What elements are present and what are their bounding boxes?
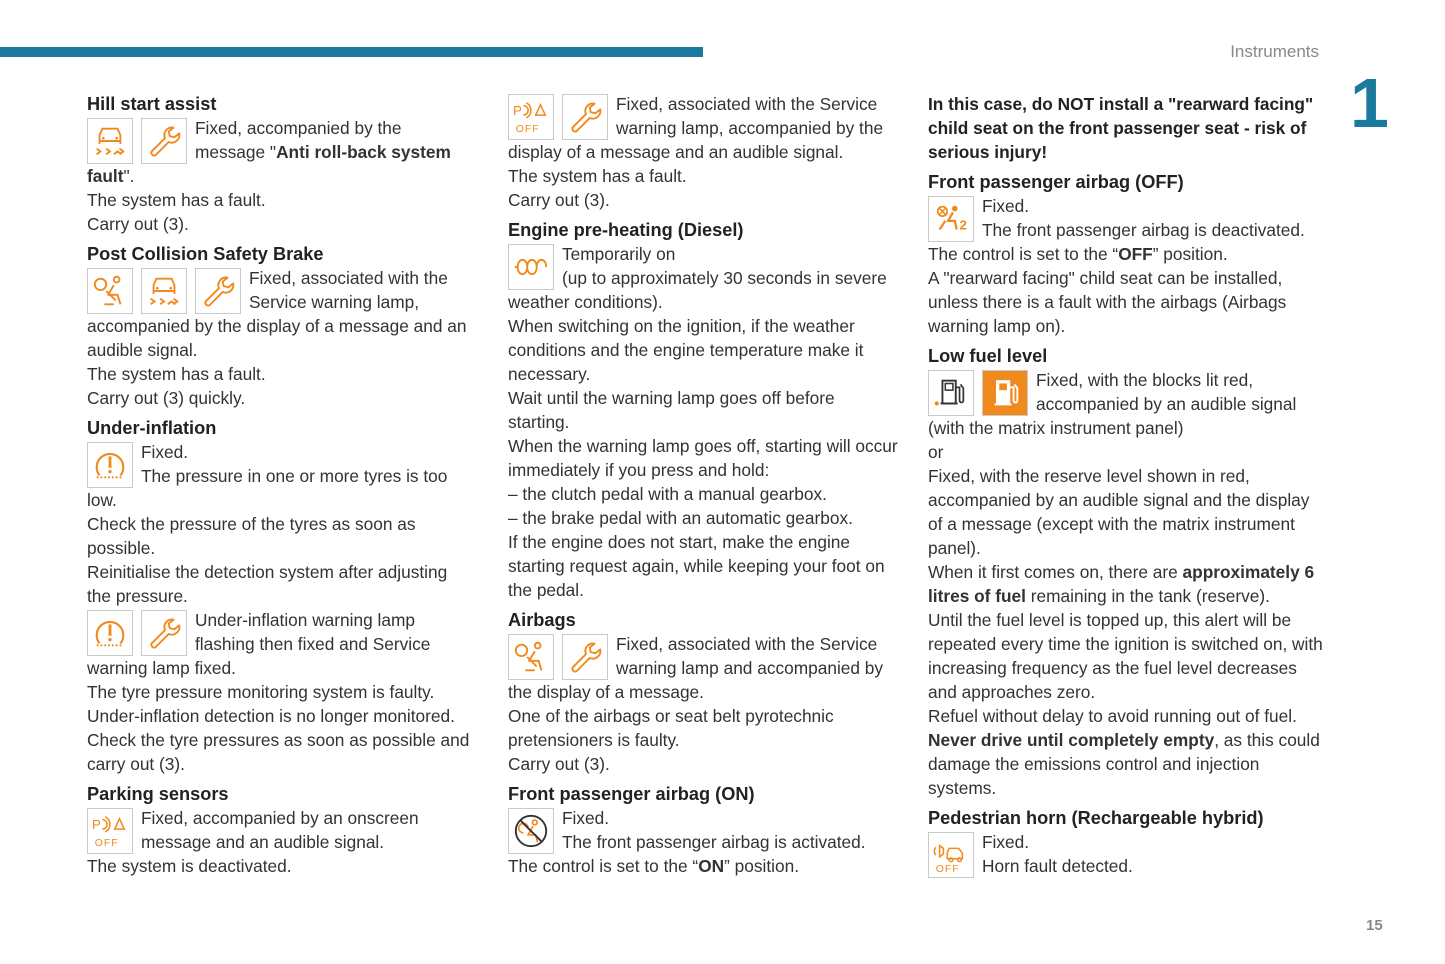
- column-middle: [508, 92, 900, 884]
- paragraph: (up to approximately 30 seconds in severe weather conditions).: [508, 268, 887, 312]
- paragraph: Refuel without delay to avoid running out of fuel.: [928, 706, 1297, 726]
- section-pedestrian-horn: [928, 806, 1323, 878]
- paragraph: Fixed, associated with the Service warning lamp, accompanied by the display of a message and an audible signal.: [87, 268, 467, 360]
- service-wrench-icon: [562, 94, 608, 140]
- airbag-occupant-icon: [508, 634, 554, 680]
- service-wrench-icon: [562, 634, 608, 680]
- skidding-car-icon: [141, 268, 187, 314]
- paragraph: or: [928, 442, 944, 462]
- section-parking-sensors-fault: [508, 92, 900, 212]
- section-title: Under-inflation: [87, 418, 217, 438]
- paragraph: The system has a fault.: [508, 166, 687, 186]
- paragraph: The system has a fault.: [87, 190, 266, 210]
- column-left: [87, 92, 472, 884]
- parking-sensors-off-icon: [87, 808, 133, 854]
- running-head: Instruments: [1230, 42, 1319, 61]
- paragraph: Fixed, associated with the Service warning lamp and accompanied by the display of a message.: [508, 634, 884, 702]
- tyre-pressure-icon: [87, 442, 133, 488]
- paragraph: When the warning lamp goes off, starting will occur immediately if you press and hold:: [508, 436, 898, 480]
- section-under-inflation: [87, 416, 472, 776]
- section-airbags: [508, 608, 900, 776]
- parking-sensors-off-icon: [508, 94, 554, 140]
- paragraph: When it first comes on, there are approximately 6 litres of fuel remaining in the tank (reserve).: [928, 562, 1315, 606]
- paragraph: Fixed.: [141, 442, 189, 462]
- header-accent-bar: [0, 47, 703, 57]
- chapter-number: 1: [1350, 64, 1389, 142]
- paragraph: The control is set to the “OFF” position.: [928, 244, 1228, 264]
- section-title: Engine pre-heating (Diesel): [508, 220, 744, 240]
- paragraph: Check the tyre pressures as soon as possible and carry out (3).: [87, 730, 470, 774]
- paragraph: The pressure in one or more tyres is too low.: [87, 466, 448, 510]
- list-item: – the brake pedal with an automatic gearbox.: [508, 508, 853, 528]
- service-wrench-icon: [141, 118, 187, 164]
- section-title: Front passenger airbag (OFF): [928, 172, 1184, 192]
- paragraph: Carry out (3) quickly.: [87, 388, 246, 408]
- service-wrench-icon: [141, 610, 187, 656]
- paragraph: Check the pressure of the tyres as soon as possible.: [87, 514, 416, 558]
- section-hill-start-assist: [87, 92, 472, 236]
- paragraph: Until the fuel level is topped up, this alert will be repeated every time the ignition is switched on, with increasing frequency as the fuel level decreases and approaches zero.: [928, 610, 1323, 702]
- paragraph: Reinitialise the detection system after adjusting the pressure.: [87, 562, 448, 606]
- paragraph: One of the airbags or seat belt pyrotechnic pretensioners is faulty.: [508, 706, 834, 750]
- section-title: Airbags: [508, 610, 576, 630]
- paragraph: A "rearward facing" child seat can be installed, unless there is a fault with the airbags (Airbags warning lamp on).: [928, 268, 1287, 336]
- paragraph: The system has a fault.: [87, 364, 266, 384]
- section-title: Parking sensors: [87, 784, 229, 804]
- section-front-passenger-airbag-on: [508, 782, 900, 878]
- paragraph: Never drive until completely empty, as this could damage the emissions control and injection systems.: [928, 730, 1320, 798]
- safety-warning: In this case, do NOT install a "rearward facing" child seat on the front passenger seat - risk of serious injury!: [928, 94, 1314, 162]
- paragraph: Fixed, accompanied by an onscreen message and an audible signal.: [141, 808, 419, 852]
- paragraph: If the engine does not start, make the engine starting request again, while keeping your foot on the pedal.: [508, 532, 885, 600]
- airbag-off-icon: [928, 196, 974, 242]
- paragraph: Carry out (3).: [508, 190, 610, 210]
- paragraph: Fixed, accompanied by the message "Anti roll-back system fault".: [87, 118, 451, 186]
- paragraph: The front passenger airbag is deactivated.: [982, 220, 1305, 240]
- paragraph: The tyre pressure monitoring system is faulty.: [87, 682, 435, 702]
- page-number: 15: [1366, 917, 1383, 934]
- section-title: Front passenger airbag (ON): [508, 784, 755, 804]
- section-title: Low fuel level: [928, 346, 1048, 366]
- airbag-on-icon: [508, 808, 554, 854]
- section-engine-preheating: [508, 218, 900, 602]
- paragraph: Under-inflation detection is no longer monitored.: [87, 706, 455, 726]
- hill-start-icon: [87, 118, 133, 164]
- paragraph: Fixed, with the blocks lit red, accompanied by an audible signal (with the matrix instrument panel): [928, 370, 1297, 438]
- paragraph: When switching on the ignition, if the weather conditions and the engine temperature make it necessary.: [508, 316, 864, 384]
- paragraph: Fixed.: [982, 196, 1030, 216]
- paragraph: Wait until the warning lamp goes off before starting.: [508, 388, 835, 432]
- pedestrian-horn-off-icon: [928, 832, 974, 878]
- section-post-collision-safety-brake: [87, 242, 472, 410]
- paragraph: Temporarily on: [562, 244, 676, 264]
- paragraph: Carry out (3).: [508, 754, 610, 774]
- paragraph: Fixed, with the reserve level shown in red, accompanied by an audible signal and the display of a message (except with the matrix instrument panel).: [928, 466, 1310, 558]
- paragraph: Fixed.: [982, 832, 1030, 852]
- paragraph: Fixed, associated with the Service warning lamp, accompanied by the display of a message and an audible signal.: [508, 94, 884, 162]
- section-low-fuel-level: [928, 344, 1323, 800]
- paragraph: Horn fault detected.: [982, 856, 1133, 876]
- paragraph: Fixed.: [562, 808, 610, 828]
- paragraph: Under-inflation warning lamp flashing then fixed and Service warning lamp fixed.: [87, 610, 431, 678]
- paragraph: The front passenger airbag is activated.: [562, 832, 866, 852]
- service-wrench-icon: [195, 268, 241, 314]
- section-front-passenger-airbag-off: [928, 170, 1323, 338]
- section-title: Post Collision Safety Brake: [87, 244, 324, 264]
- tyre-pressure-icon: [87, 610, 133, 656]
- column-right: [928, 92, 1323, 884]
- paragraph: The control is set to the “ON” position.: [508, 856, 800, 876]
- glow-plug-icon: [508, 244, 554, 290]
- section-title: Hill start assist: [87, 94, 217, 114]
- list-item: – the clutch pedal with a manual gearbox.: [508, 484, 827, 504]
- fuel-pump-icon: [928, 370, 974, 416]
- section-title: Pedestrian horn (Rechargeable hybrid): [928, 808, 1264, 828]
- section-parking-sensors: [87, 782, 472, 878]
- airbag-occupant-icon: [87, 268, 133, 314]
- paragraph: The system is deactivated.: [87, 856, 292, 876]
- fuel-pump-red-icon: [982, 370, 1028, 416]
- paragraph: Carry out (3).: [87, 214, 189, 234]
